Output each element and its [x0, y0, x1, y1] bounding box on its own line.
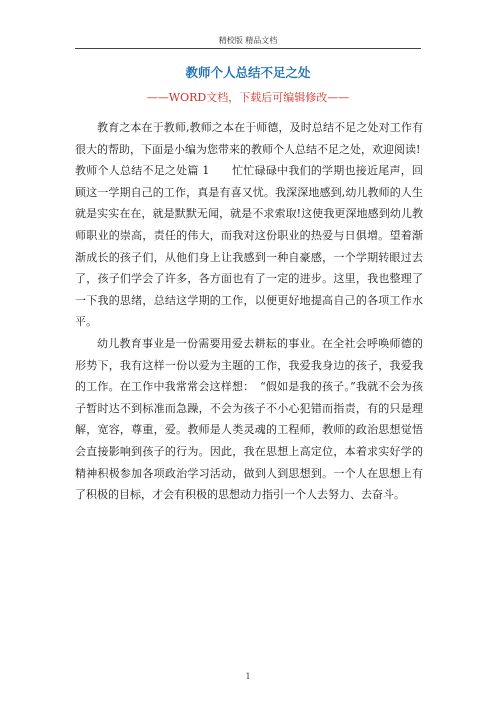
page-number: 1	[245, 672, 251, 681]
page-header: 精校版 精品文档	[218, 36, 278, 45]
body-paragraph-2: 幼儿教育事业是一份需要用爱去耕耘的事业。在全社会呼唤师德的形势下，我有这样一份以爱为主题的工作，我爱我身边的孩子，我爱我的工作。在工作中我常常会这样想： “假如是我的孩子。”我就不会为孩子暂时达不到标准而急躁，不会为孩子不小心犯错而指责，有的只是理解，宽容，尊重，爱。教师是人类灵魂的工程师，教师的政治思想觉悟会直接影响到孩子的行为。因此，我在思想上高定位，本着求实好学的精神积极参加各项政治学习活动，做到人到思想到。一个人在思想上有了积极的目标，才会有积极的思想动力指引一个人去努力、去奋斗。	[75, 336, 423, 502]
document-body	[75, 117, 423, 506]
body-paragraph-intro: 教育之本在于教师,教师之本在于师德，及时总结不足之处对工作有很大的帮助，下面是小编为您带来的教师个人总结不足之处，欢迎阅读!	[75, 121, 423, 156]
document-subtitle: ——WORD文档，下载后可编辑修改——	[146, 91, 350, 104]
body-paragraph-section-1: 教师个人总结不足之处篇 1 忙忙碌碌中我们的学期也接近尾声，回顾这一学期自己的工作，真是有喜又忧。我深深地感到,幼儿教师的人生就是实实在在，就是默默无闻，就是不求索取!这使我更深地感到幼儿教师职业的崇高，责任的伟大，而我对这份职业的热爱与日俱增。望着渐渐成长的孩子们，从他们身上让我感到一种自豪感，一个学期转眼过去了，孩子们学会了许多，各方面也有了一定的进步。这里，我也整理了一下我的思绪，总结这学期的工作，以便更好地提高自己的各项工作水平。	[75, 164, 423, 329]
document-title: 教师个人总结不足之处	[185, 65, 311, 80]
header-divider	[75, 48, 421, 49]
